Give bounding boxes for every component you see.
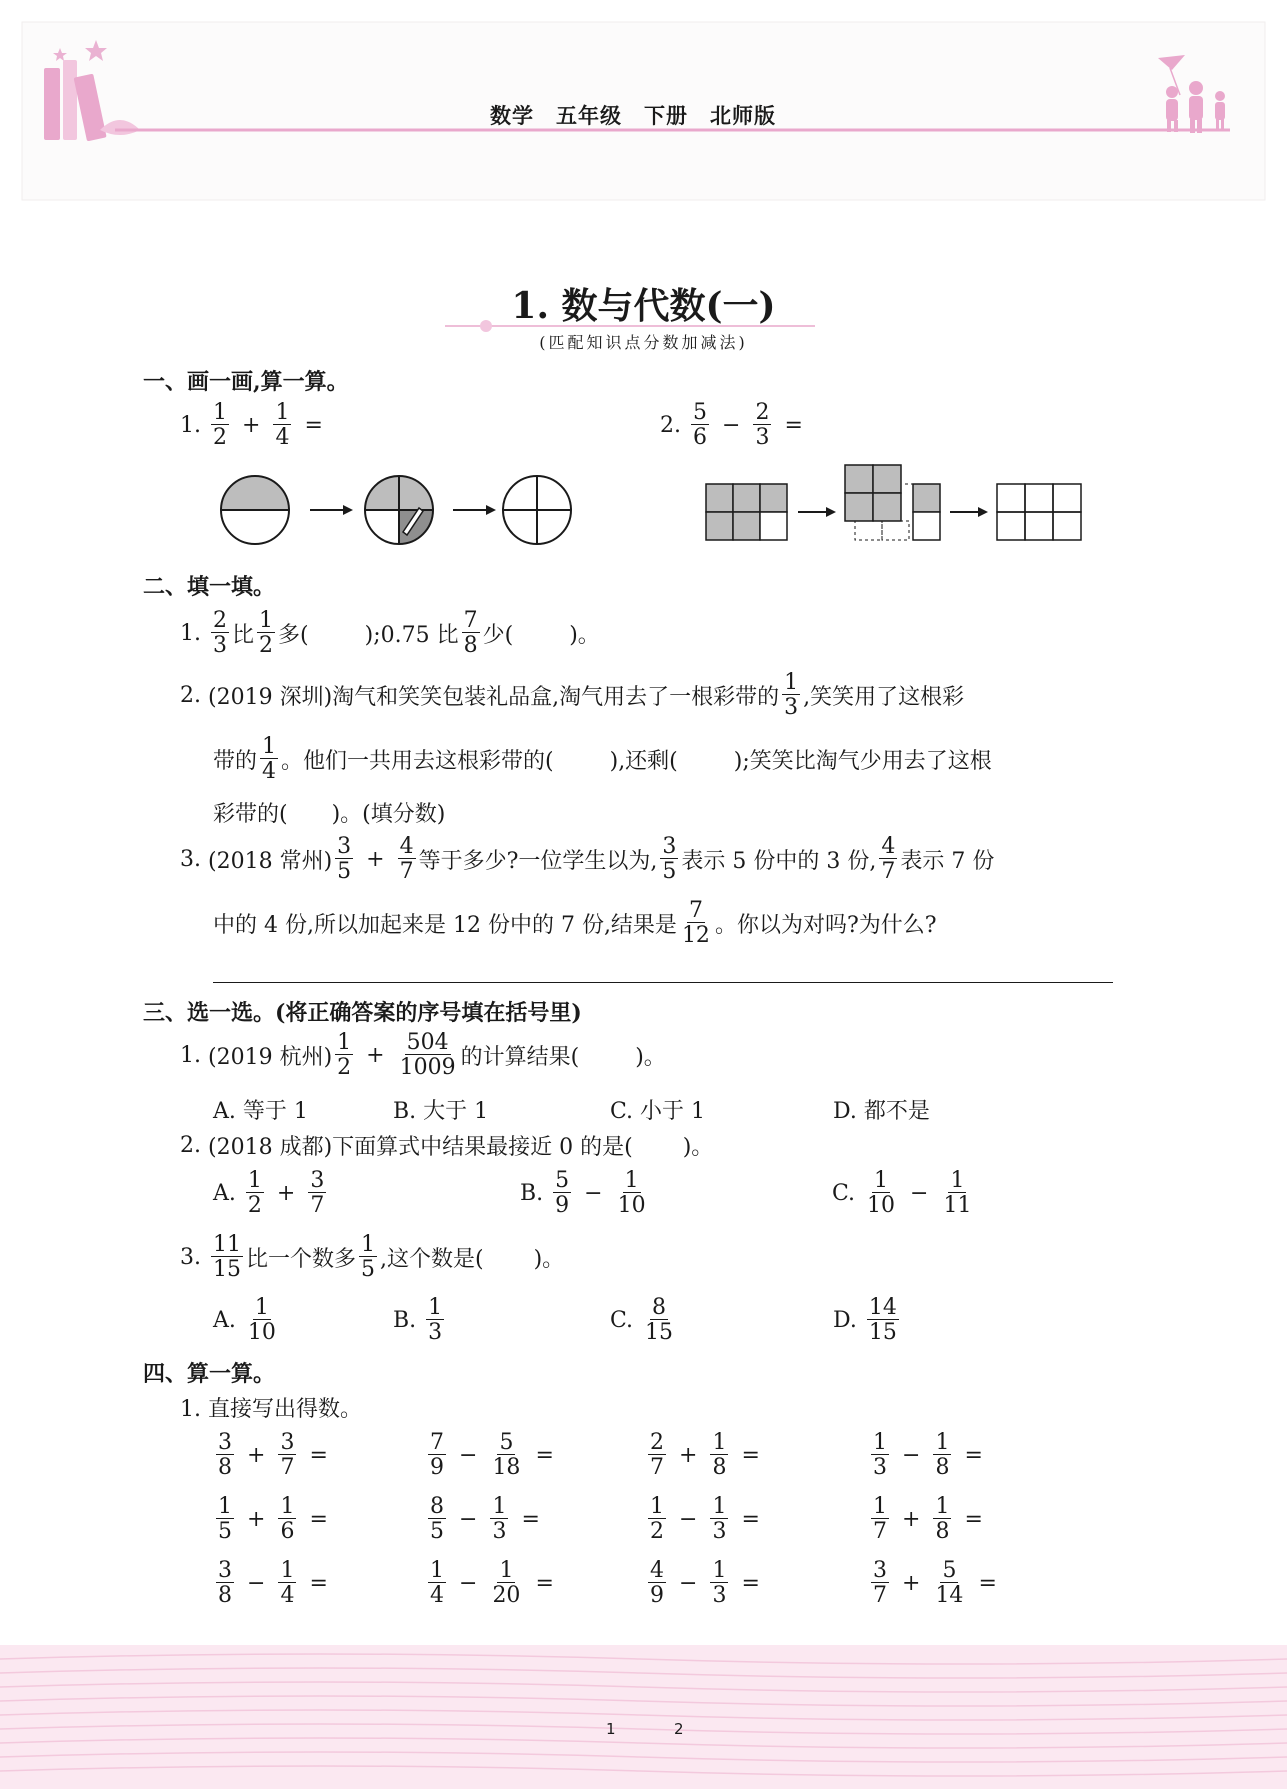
s2-q1: 1. $\frac{2}{3}$ 比 $\frac{1}{2}$ 多( );0.75 比 $\frac{7}{8}$ 少( )。 (180, 608, 600, 658)
s3-q1-option-a[interactable]: A. 等于 1 (213, 1099, 308, 1124)
calc-item: $\frac{1}{7}$ + $\frac{1}{8}$ = (873, 1494, 983, 1544)
s2-q2-line1: 2. (2019 深圳)淘气和笑笑包装礼品盒,淘气用去了一根彩带的 $\frac{1}{3}$ ,笑笑用了这根彩 (180, 670, 965, 720)
calc-item: $\frac{4}{9}$ − $\frac{1}{3}$ = (650, 1558, 760, 1608)
s3-q1-option-d[interactable]: D. 都不是 (833, 1099, 930, 1124)
s2-q3-line1: 3. (2018 常州) $\frac{3}{5}$ + $\frac{4}{7}$ 等于多少?一位学生以为, $\frac{3}{5}$ 表示 5 份中的 3 份, $\frac{4}{7}$ 表示 7 份 (180, 834, 995, 884)
circle-fraction-diagram (215, 470, 585, 550)
arrow-icon (453, 505, 496, 515)
rect-split (845, 465, 940, 540)
page-title: 1. 数与代数(一) (511, 285, 776, 327)
s3-q1-option-c[interactable]: C. 小于 1 (610, 1099, 706, 1124)
s2-q2-line2: 带的 $\frac{1}{4}$ 。他们一共用去这根彩带的( ),还剩( );笑笑比淘气少用去了这根 (213, 734, 992, 784)
page-number-left: 1 (606, 1720, 616, 1738)
calc-item: $\frac{1}{2}$ − $\frac{1}{3}$ = (650, 1494, 760, 1544)
rect-five-sixths (706, 484, 787, 540)
calc-item: $\frac{3}{8}$ − $\frac{1}{4}$ = (218, 1558, 328, 1608)
calc-item: $\frac{1}{5}$ + $\frac{1}{6}$ = (218, 1494, 328, 1544)
calc-item: $\frac{8}{5}$ − $\frac{1}{3}$ = (430, 1494, 540, 1544)
s3-q1: 1. (2019 杭州) $\frac{1}{2}$ + $\frac{504}{1009}$ 的计算结果( )。 (180, 1030, 666, 1080)
calc-item: $\frac{2}{7}$ + $\frac{1}{8}$ = (650, 1430, 760, 1480)
s3-q2: 2. (2018 成都)下面算式中结果最接近 0 的是( )。 (180, 1133, 714, 1160)
s3-q2-option-c[interactable]: C. $\frac{1}{10}$ − $\frac{1}{11}$ (832, 1168, 972, 1218)
s3-q3-option-b[interactable]: B. $\frac{1}{3}$ (393, 1295, 443, 1345)
circle-half-shaded (221, 476, 289, 544)
page-subtitle: (匹配知识点分数加减法) (539, 333, 748, 352)
s1-q2: 2. $\frac{5}{6}$ − $\frac{2}{3}$ = (660, 400, 803, 450)
s3-q3-option-d[interactable]: D. $\frac{14}{15}$ (833, 1295, 897, 1345)
section-1-heading: 一、画一画,算一算。 (143, 369, 349, 395)
header-title (490, 100, 798, 130)
footer-decoration (0, 1645, 1287, 1789)
rectangle-fraction-diagram (700, 460, 1090, 555)
s3-q2-option-b[interactable]: B. $\frac{5}{9}$ − $\frac{1}{10}$ (520, 1168, 646, 1218)
page-number-right: 2 (674, 1720, 684, 1738)
calc-item: $\frac{7}{9}$ − $\frac{5}{18}$ = (430, 1430, 554, 1480)
section-4-heading: 四、算一算。 (143, 1361, 276, 1387)
s4-q1: 1. 直接写出得数。 (180, 1397, 362, 1422)
arrow-icon (310, 505, 353, 515)
calc-item: $\frac{1}{4}$ − $\frac{1}{20}$ = (430, 1558, 554, 1608)
header-edition: 北师版 (710, 103, 776, 128)
header-volume: 下册 (644, 103, 688, 128)
calc-item: $\frac{3}{8}$ + $\frac{3}{7}$ = (218, 1430, 328, 1480)
s3-q1-option-b[interactable]: B. 大于 1 (393, 1099, 489, 1124)
s3-q2-option-a[interactable]: A. $\frac{1}{2}$ + $\frac{3}{7}$ (213, 1168, 325, 1218)
circle-empty-quarters (503, 476, 571, 544)
header-grade: 五年级 (556, 103, 622, 128)
s3-q3-option-a[interactable]: A. $\frac{1}{10}$ (213, 1295, 276, 1345)
s1-q1: 1. $\frac{1}{2}$ + $\frac{1}{4}$ = (180, 400, 323, 450)
s2-q3-line2: 中的 4 份,所以加起来是 12 份中的 7 份,结果是 $\frac{7}{12}$ 。你以为对吗?为什么? (213, 898, 937, 948)
s3-q3-option-c[interactable]: C. $\frac{8}{15}$ (610, 1295, 674, 1345)
section-2-heading: 二、填一填。 (143, 574, 276, 600)
circle-quarters-shaded (365, 476, 433, 544)
rect-empty (997, 484, 1081, 540)
s3-q3: 3. $\frac{11}{15}$ 比一个数多 $\frac{1}{5}$ ,这个数是( )。 (180, 1232, 565, 1282)
section-3-heading: 三、选一选。(将正确答案的序号填在括号里) (143, 1000, 582, 1026)
header-subject: 数学 (490, 103, 534, 128)
arrow-icon (798, 507, 836, 517)
s2-q2-line3: 彩带的( )。(填分数) (213, 801, 446, 827)
calc-item: $\frac{1}{3}$ − $\frac{1}{8}$ = (873, 1430, 983, 1480)
answer-line[interactable] (213, 982, 1113, 983)
calc-item: $\frac{3}{7}$ + $\frac{5}{14}$ = (873, 1558, 997, 1608)
arrow-icon (950, 507, 988, 517)
